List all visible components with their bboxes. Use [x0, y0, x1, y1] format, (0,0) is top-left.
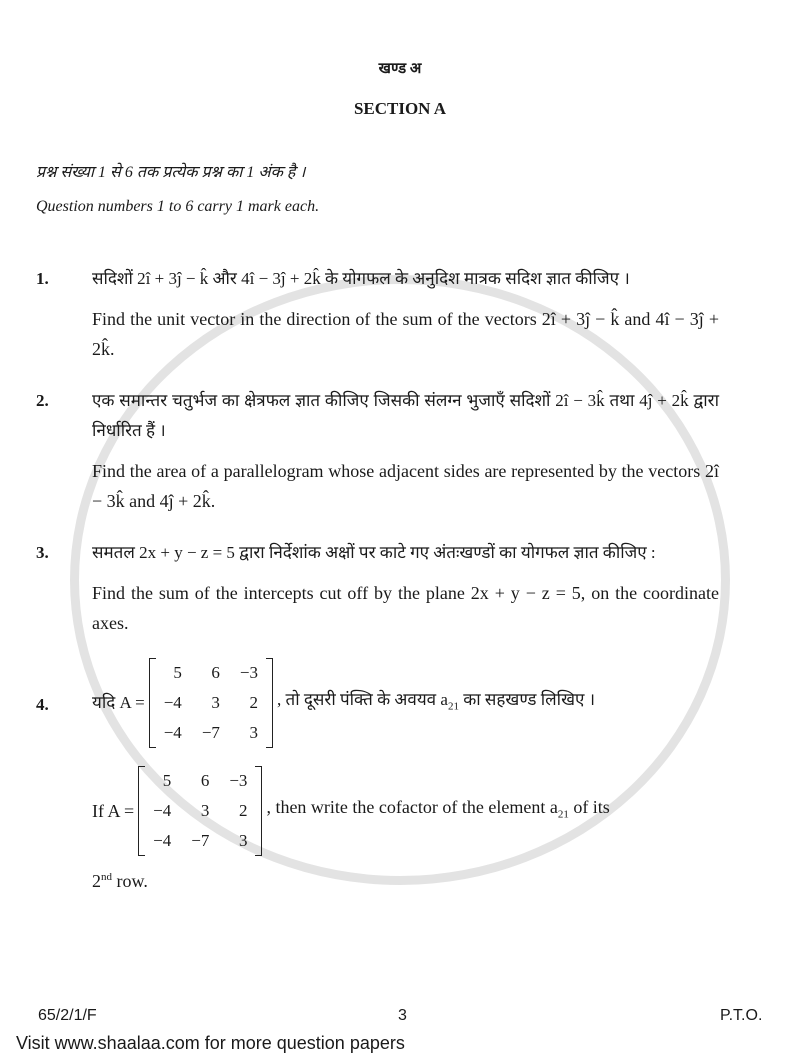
matrix-cell: −7: [191, 831, 210, 850]
section-heading-hindi: खण्ड अ: [378, 61, 422, 77]
question-3-english: Find the sum of the intercepts cut off by the plane 2x + y − z = 5, on the coordinate axes.: [92, 583, 719, 633]
question-number: 1.: [36, 269, 49, 288]
pto-label: P.T.O.: [720, 1007, 763, 1024]
matrix-cell: 3: [211, 693, 220, 712]
matrix-cell: −4: [153, 831, 172, 850]
question-4-english-line2: row.: [112, 871, 148, 891]
ordinal-suffix: nd: [101, 871, 112, 883]
question-4-english: [92, 766, 719, 856]
question-3-hindi: समतल 2x + y − z = 5 द्वारा निर्देशांक अक्षों पर काटे गए अंतःखण्डों का योगफल ज्ञात कीजिए :: [92, 543, 656, 562]
question-2-english: Find the area of a parallelogram whose adjacent sides are represented by the vectors 2î − 3k̂ and 4ĵ + 2k̂.: [92, 461, 719, 511]
matrix-cell: 3: [249, 723, 258, 742]
matrix-cell: 5: [173, 663, 182, 682]
question-4-english-suffix: , then write the cofactor of the element a: [266, 797, 558, 818]
question-4: [36, 658, 719, 896]
matrix-cell: −4: [163, 723, 182, 742]
matrix-cell: 5: [162, 771, 172, 790]
question-4-english-prefix: If A =: [92, 801, 135, 821]
subscript: 21: [557, 808, 569, 821]
matrix-cell: −4: [163, 693, 182, 712]
question-1-hindi: सदिशों 2î + 3ĵ − k̂ और 4î − 3ĵ + 2k̂ के योगफल के अनुदिश मात्रक सदिश ज्ञात कीजिए ।: [92, 269, 630, 288]
matrix-cell: −3: [239, 663, 258, 682]
question-1-english: Find the unit vector in the direction of the sum of the vectors 2î + 3ĵ − k̂ and 4î − 3ĵ + 2k̂.: [92, 309, 719, 359]
matrix-cell: −3: [229, 771, 248, 790]
question-1: [36, 264, 719, 364]
matrix-cell: −4: [153, 801, 172, 820]
question-4-hindi: [92, 658, 719, 748]
visit-link[interactable]: Visit www.shaalaa.com for more question papers: [16, 1033, 405, 1053]
question-4-hindi-suffix: , तो दूसरी पंक्ति के अवयव a: [277, 689, 448, 709]
matrix-cell: 3: [238, 831, 248, 850]
matrix-cell: 2: [249, 693, 258, 712]
matrix-cell: 3: [200, 801, 210, 820]
matrix-a: [149, 658, 273, 748]
question-4-hindi-prefix: यदि A =: [92, 693, 145, 712]
section-heading-english: SECTION A: [353, 99, 447, 118]
instructions-english: Question numbers 1 to 6 carry 1 mark each.: [36, 198, 320, 215]
question-3: [36, 538, 719, 638]
matrix-cell: 6: [200, 771, 210, 790]
question-2: [36, 386, 719, 516]
instructions-hindi: प्रश्न संख्या 1 से 6 तक प्रत्येक प्रश्न का 1 अंक है ।: [36, 164, 306, 181]
page-number: 3: [398, 1007, 407, 1024]
ordinal-number: 2: [92, 871, 101, 891]
question-number: 4.: [36, 695, 49, 714]
question-2-hindi: एक समान्तर चतुर्भज का क्षेत्रफल ज्ञात कीजिए जिसकी संलग्न भुजाएँ सदिशों 2î − 3k̂ तथा 4ĵ + 2k̂ द्वारा निर्धारित हैं ।: [92, 391, 719, 440]
subscript: 21: [447, 700, 459, 713]
matrix-a: [138, 766, 262, 856]
question-4-english-end: of its: [568, 797, 610, 818]
matrix-cell: −7: [201, 723, 220, 742]
matrix-cell: 6: [211, 663, 220, 682]
question-number: 3.: [36, 543, 49, 562]
question-4-hindi-end: का सहखण्ड लिखिए ।: [458, 689, 596, 709]
question-number: 2.: [36, 391, 49, 410]
matrix-cell: 2: [238, 801, 248, 820]
paper-code: 65/2/1/F: [38, 1007, 97, 1024]
